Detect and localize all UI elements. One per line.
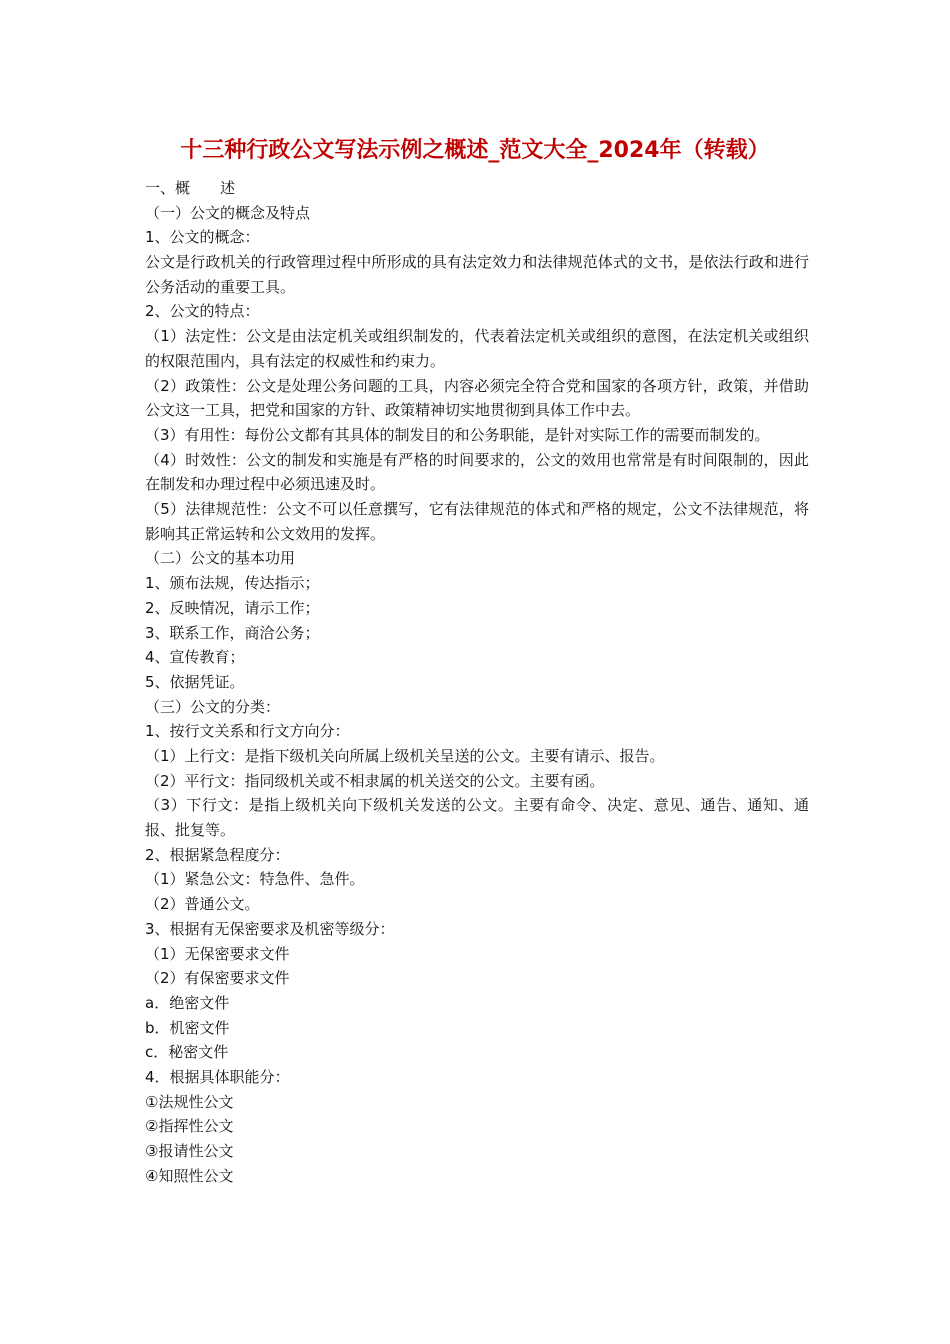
text-line: 3、联系工作，商洽公务；	[145, 623, 320, 642]
text-line: 3、根据有无保密要求及机密等级分：	[145, 919, 395, 938]
text-line: 2、根据紧急程度分：	[145, 845, 290, 864]
paragraph: （3）有用性：每份公文都有其具体的制发目的和公务职能，是针对实际工作的需要而制发的。	[145, 425, 770, 444]
text-line: 1、公文的概念：	[145, 228, 260, 247]
text-line: （2）有保密要求文件	[145, 969, 290, 988]
text-line: 1、颁布法规，传达指示；	[145, 574, 320, 593]
text-line: a．绝密文件	[145, 993, 230, 1012]
text-line: 1、按行文关系和行文方向分：	[145, 722, 350, 741]
paragraph: （4）时效性：公文的制发和实施是有严格的时间要求的，公文的效用也常常是有时间限制的，因此在制发和办理过程中必须迅速及时。	[145, 450, 809, 494]
document-body	[145, 176, 809, 1188]
text-line: 2、反映情况，请示工作；	[145, 598, 320, 617]
text-line: （1）上行文：是指下级机关向所属上级机关呈送的公文。主要有请示、报告。	[145, 746, 665, 765]
text-line: 一、概 述	[145, 179, 236, 197]
text-line: 5、依据凭证。	[145, 672, 245, 691]
text-line: （2）普通公文。	[145, 895, 260, 914]
text-line: （1）无保密要求文件	[145, 944, 290, 963]
text-line: 4．根据具体职能分：	[145, 1067, 290, 1086]
text-line: （一）公文的概念及特点	[145, 203, 311, 222]
paragraph: 公文是行政机关的行政管理过程中所形成的具有法定效力和法律规范体式的文书，是依法行政和进行公务活动的重要工具。	[145, 253, 809, 296]
paragraph: （3）下行文：是指上级机关向下级机关发送的公文。主要有命令、决定、意见、通告、通知、通报、批复等。	[145, 796, 809, 840]
text-line: 2、公文的特点：	[145, 302, 260, 321]
document-title: 十三种行政公文写法示例之概述_范文大全_2024年（转载）	[180, 138, 770, 163]
text-line: （二）公文的基本功用	[145, 549, 296, 568]
text-line: ②指挥性公文	[145, 1117, 234, 1136]
paragraph: （1）法定性：公文是由法定机关或组织制发的，代表着法定机关或组织的意图，在法定机关或组织的权限范围内，具有法定的权威性和约束力。	[145, 327, 809, 370]
text-line: （2）平行文：指同级机关或不相隶属的机关送交的公文。主要有函。	[145, 771, 605, 790]
text-line: ④知照性公文	[145, 1166, 234, 1185]
text-line: ①法规性公文	[145, 1092, 234, 1111]
text-line: c．秘密文件	[145, 1043, 229, 1062]
text-line: ③报请性公文	[145, 1142, 234, 1161]
text-line: 4、宣传教育；	[145, 648, 245, 667]
text-line: （三）公文的分类：	[145, 697, 281, 716]
text-line: b．机密文件	[145, 1018, 230, 1037]
paragraph: （2）政策性：公文是处理公务问题的工具，内容必须完全符合党和国家的各项方针，政策，并借助公文这一工具，把党和国家的方针、政策精神切实地贯彻到具体工作中去。	[145, 376, 809, 420]
paragraph: （5）法律规范性：公文不可以任意撰写，它有法律规范的体式和严格的规定，公文不法律规范，将影响其正常运转和公文效用的发挥。	[145, 500, 809, 543]
text-line: （1）紧急公文：特急件、急件。	[145, 870, 365, 889]
